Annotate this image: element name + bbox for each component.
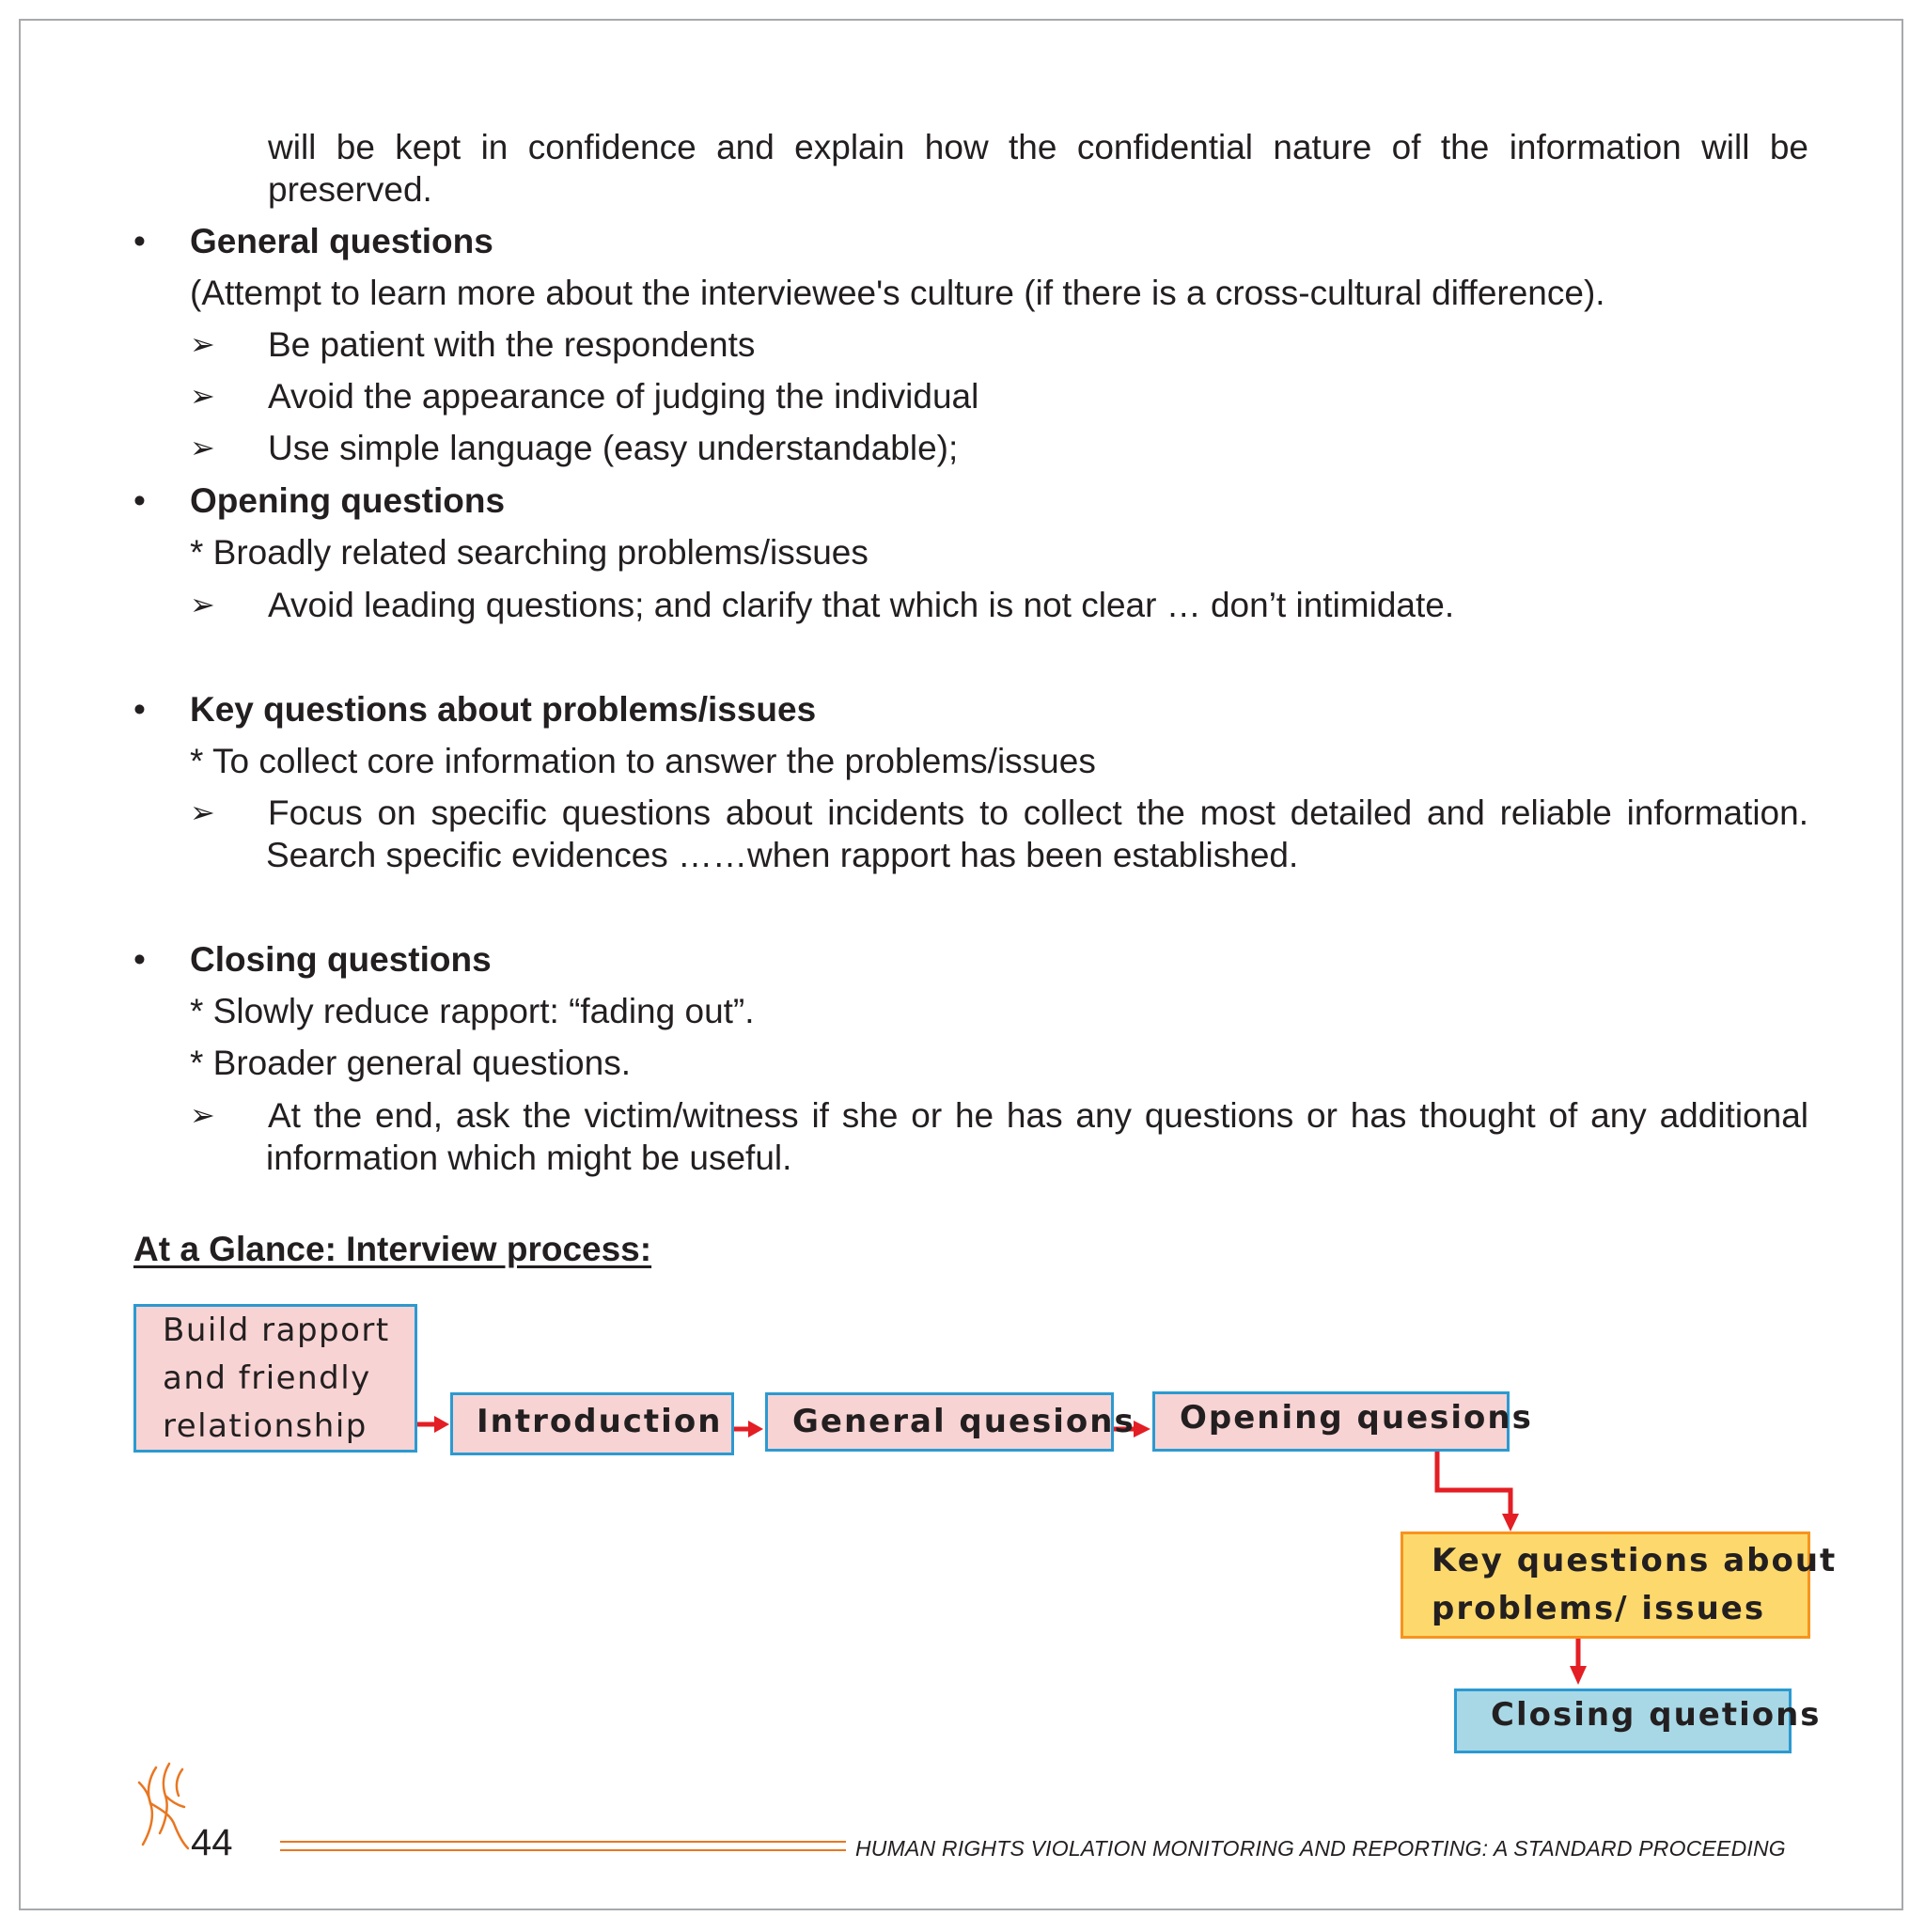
general-item: Use simple language (easy understandable);: [268, 429, 959, 467]
arrow-bullet-icon: ➢: [190, 1098, 215, 1132]
closing-questions-note: * Slowly reduce rapport: “fading out”.: [190, 992, 755, 1030]
flow-step-label: and friendly: [163, 1359, 371, 1397]
arrow-bullet-icon: ➢: [190, 379, 215, 413]
general-questions-note: (Attempt to learn more about the interviewee's culture (if there is a cross-cultural difference).: [190, 274, 1605, 312]
closing-item-line-2: information which might be useful.: [266, 1139, 792, 1177]
arrowhead: [1570, 1666, 1587, 1685]
footer-rule: [280, 1849, 846, 1851]
flow-step-opening: [1152, 1391, 1533, 1452]
flow-step-introduction: [450, 1392, 734, 1455]
flow-arrow-opening-to-key: [1437, 1451, 1510, 1516]
flow-step-label: relationship: [163, 1407, 368, 1445]
closing-item-line-1: At the end, ask the victim/witness if she or he has any questions or has thought of any additional: [268, 1096, 1808, 1135]
opening-questions-note: * Broadly related searching problems/issues: [190, 533, 869, 572]
intro-line-2: preserved.: [268, 170, 432, 209]
arrowhead: [434, 1416, 449, 1433]
glance-heading: At a Glance: Interview process:: [133, 1230, 652, 1268]
page-number: 44: [191, 1822, 233, 1863]
flow-step-label: Build rapport: [163, 1312, 390, 1349]
flow-step-label: General quesions: [792, 1403, 1135, 1440]
bullet-icon: •: [133, 690, 146, 729]
key-item-line-1: Focus on specific questions about incidents to collect the most detailed and reliable information.: [268, 793, 1808, 832]
arrow-bullet-icon: ➢: [190, 795, 215, 829]
arrowhead: [1134, 1421, 1150, 1437]
general-item: Avoid the appearance of judging the individual: [268, 377, 979, 416]
general-questions-heading: General questions: [190, 222, 493, 260]
flow-step-label: Introduction: [477, 1403, 723, 1440]
flow-step-label: Closing quetions: [1491, 1696, 1822, 1734]
closing-questions-heading: Closing questions: [190, 940, 492, 979]
bullet-icon: •: [133, 940, 146, 979]
key-questions-heading: Key questions about problems/issues: [190, 690, 817, 729]
bullet-icon: •: [133, 481, 146, 520]
footer-rule: [280, 1841, 846, 1843]
general-item: Be patient with the respondents: [268, 325, 756, 364]
arrow-bullet-icon: ➢: [190, 327, 215, 361]
opening-item: Avoid leading questions; and clarify that which is not clear … don’t intimidate.: [268, 586, 1455, 624]
opening-questions-heading: Opening questions: [190, 481, 506, 520]
flow-step-label: Opening quesions: [1180, 1399, 1533, 1437]
arrowhead: [748, 1421, 763, 1437]
flow-step-label: Key questions about: [1432, 1542, 1838, 1579]
flow-step-build-rapport: [133, 1304, 417, 1453]
arrowhead: [1502, 1514, 1519, 1531]
intro-line-1: will be kept in confidence and explain how the confidential nature of the information will be: [268, 128, 1808, 166]
bullet-icon: •: [133, 222, 146, 260]
dancer-logo-icon: [128, 1760, 196, 1854]
arrow-bullet-icon: ➢: [190, 588, 215, 621]
footer-title: HUMAN RIGHTS VIOLATION MONITORING AND REPORTING: A STANDARD PROCEEDING: [855, 1836, 1786, 1861]
flow-step-key-questions: [1401, 1531, 1838, 1639]
key-questions-note: * To collect core information to answer the problems/issues: [190, 742, 1096, 780]
arrow-bullet-icon: ➢: [190, 431, 215, 464]
flow-step-general: [765, 1392, 1135, 1452]
flow-step-label: problems/ issues: [1432, 1590, 1766, 1627]
key-item-line-2: Search specific evidences ……when rapport has been established.: [266, 836, 1299, 874]
flow-step-closing: [1454, 1689, 1822, 1753]
closing-questions-note: * Broader general questions.: [190, 1044, 631, 1082]
